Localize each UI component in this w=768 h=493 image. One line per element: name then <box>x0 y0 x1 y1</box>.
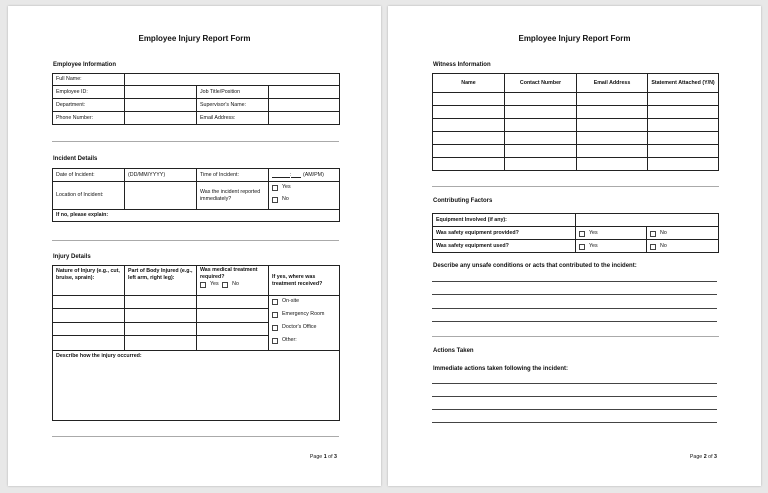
provided-yes-label: Yes <box>589 229 598 236</box>
reported-no-checkbox[interactable] <box>272 197 278 203</box>
nature-of-injury-cell[interactable] <box>53 309 125 322</box>
reported-yes-label: Yes <box>282 183 291 190</box>
body-part-cell[interactable] <box>125 336 197 351</box>
nature-of-injury-header: Nature of Injury (e.g., cut, bruise, sprain): <box>53 266 125 296</box>
treatment-cell[interactable] <box>197 296 269 309</box>
immediate-actions-line[interactable] <box>432 396 717 397</box>
used-no-label: No <box>660 242 667 249</box>
other-label: Other: <box>282 337 297 343</box>
body-part-cell[interactable] <box>125 322 197 335</box>
treatment-cell[interactable] <box>197 309 269 322</box>
treatment-yes-checkbox[interactable] <box>200 282 206 288</box>
date-format-hint: (DD/MM/YYYY) <box>128 171 166 178</box>
equipment-involved-field[interactable] <box>576 214 719 227</box>
time-of-incident-label: Time of Incident: <box>197 169 269 182</box>
email-label: Email Address: <box>197 112 269 125</box>
injury-details-table <box>52 265 340 421</box>
incident-details-table <box>52 168 340 222</box>
unsafe-conditions-label: Describe any unsafe conditions or acts that contributed to the incident: <box>433 263 637 269</box>
page-number: Page 1 of 3 <box>309 454 337 460</box>
treatment-cell[interactable] <box>197 336 269 351</box>
form-page-1 <box>8 6 381 486</box>
doctors-office-checkbox[interactable] <box>272 325 278 331</box>
treatment-no-checkbox[interactable] <box>222 282 228 288</box>
date-of-incident-label: Date of Incident: <box>53 169 125 182</box>
witness-row <box>433 93 719 106</box>
form-title: Employee Injury Report Form <box>138 34 251 43</box>
nature-of-injury-cell[interactable] <box>53 296 125 309</box>
location-label: Location of Incident: <box>53 182 125 210</box>
provided-no-option <box>647 227 719 240</box>
employee-id-field[interactable] <box>125 86 197 99</box>
phone-field[interactable] <box>125 112 197 125</box>
job-title-field[interactable] <box>269 86 340 99</box>
page-number: Page 2 of 3 <box>689 454 717 460</box>
supervisor-label: Supervisor's Name: <box>197 99 269 112</box>
location-field[interactable] <box>125 182 197 210</box>
body-part-cell[interactable] <box>125 296 197 309</box>
section-divider <box>52 141 339 142</box>
witness-row <box>433 106 719 119</box>
treatment-cell[interactable] <box>197 322 269 335</box>
department-field[interactable] <box>125 99 197 112</box>
explain-field[interactable] <box>53 210 340 222</box>
employee-info-heading: Employee Information <box>53 62 117 68</box>
department-label: Department: <box>53 99 125 112</box>
section-divider <box>432 336 719 337</box>
witness-statement-header: Statement Attached (Y/N) <box>648 74 719 93</box>
unsafe-conditions-line[interactable] <box>432 281 717 282</box>
contributing-factors-table <box>432 213 719 253</box>
provided-no-checkbox[interactable] <box>650 231 656 237</box>
witness-contact-header: Contact Number <box>505 74 577 93</box>
witness-table <box>432 73 719 171</box>
equipment-involved-label: Equipment Involved (if any): <box>433 214 576 227</box>
section-divider <box>432 186 719 187</box>
witness-email-header: Email Address <box>577 74 648 93</box>
time-separator: : <box>290 171 292 178</box>
reported-yes-checkbox[interactable] <box>272 185 278 191</box>
time-format-hint: (AM/PM) <box>302 171 324 178</box>
reported-immediately-options <box>269 182 340 210</box>
emergency-room-label: Emergency Room <box>282 311 325 317</box>
form-page-2 <box>388 6 761 486</box>
body-part-cell[interactable] <box>125 309 197 322</box>
witness-row <box>433 158 719 171</box>
emergency-room-checkbox[interactable] <box>272 312 278 318</box>
provided-no-label: No <box>660 229 667 236</box>
provided-yes-option <box>576 227 647 240</box>
immediate-actions-line[interactable] <box>432 422 717 423</box>
doctors-office-label: Doctor's Office <box>282 324 317 330</box>
date-of-incident-field[interactable] <box>125 169 197 182</box>
treatment-no-label: No <box>232 281 239 288</box>
witness-row <box>433 145 719 158</box>
injury-description-field[interactable] <box>53 351 340 421</box>
treatment-location-options <box>269 296 340 351</box>
witness-row <box>433 132 719 145</box>
used-yes-checkbox[interactable] <box>579 244 585 250</box>
treatment-location-header: If yes, where was treatment received? <box>269 266 340 296</box>
actions-taken-heading: Actions Taken <box>433 348 474 354</box>
email-field[interactable] <box>269 112 340 125</box>
witness-info-heading: Witness Information <box>433 62 491 68</box>
nature-of-injury-cell[interactable] <box>53 322 125 335</box>
reported-immediately-label: Was the incident reported immediately? <box>197 182 269 210</box>
onsite-checkbox[interactable] <box>272 299 278 305</box>
onsite-label: On-site <box>282 298 300 304</box>
treatment-required-header <box>197 266 269 296</box>
form-title: Employee Injury Report Form <box>518 34 631 43</box>
treatment-yes-label: Yes <box>210 281 219 288</box>
injury-description-label: Describe how the injury occurred: <box>56 353 142 359</box>
contributing-factors-heading: Contributing Factors <box>433 198 493 204</box>
unsafe-conditions-line[interactable] <box>432 294 717 295</box>
unsafe-conditions-line[interactable] <box>432 308 717 309</box>
explain-label: If no, please explain: <box>56 212 109 219</box>
phone-label: Phone Number: <box>53 112 125 125</box>
witness-name-header: Name <box>433 74 505 93</box>
used-yes-option <box>576 240 647 253</box>
job-title-label: Job Title/Position <box>197 86 269 99</box>
employee-info-table <box>52 73 340 125</box>
full-name-field[interactable] <box>125 74 340 86</box>
unsafe-conditions-line[interactable] <box>432 321 717 322</box>
supervisor-field[interactable] <box>269 99 340 112</box>
immediate-actions-line[interactable] <box>432 383 717 384</box>
injury-details-heading: Injury Details <box>53 254 91 260</box>
reported-no-label: No <box>282 195 289 202</box>
used-no-checkbox[interactable] <box>650 244 656 250</box>
incident-details-heading: Incident Details <box>53 156 98 162</box>
immediate-actions-label: Immediate actions taken following the incident: <box>433 366 569 372</box>
treatment-required-label: Was medical treatment required? <box>200 267 258 280</box>
immediate-actions-line[interactable] <box>432 409 717 410</box>
body-part-header: Part of Body Injured (e.g., left arm, right leg): <box>125 266 197 296</box>
nature-of-injury-cell[interactable] <box>53 336 125 351</box>
other-checkbox[interactable] <box>272 338 278 344</box>
time-of-incident-field[interactable] <box>269 169 340 182</box>
equipment-provided-label: Was safety equipment provided? <box>433 227 576 240</box>
section-divider <box>52 240 339 241</box>
used-no-option <box>647 240 719 253</box>
witness-row <box>433 119 719 132</box>
section-divider <box>52 436 339 437</box>
provided-yes-checkbox[interactable] <box>579 231 585 237</box>
equipment-used-label: Was safety equipment used? <box>433 240 576 253</box>
full-name-label: Full Name: <box>53 74 125 86</box>
employee-id-label: Employee ID: <box>53 86 125 99</box>
used-yes-label: Yes <box>589 242 598 249</box>
